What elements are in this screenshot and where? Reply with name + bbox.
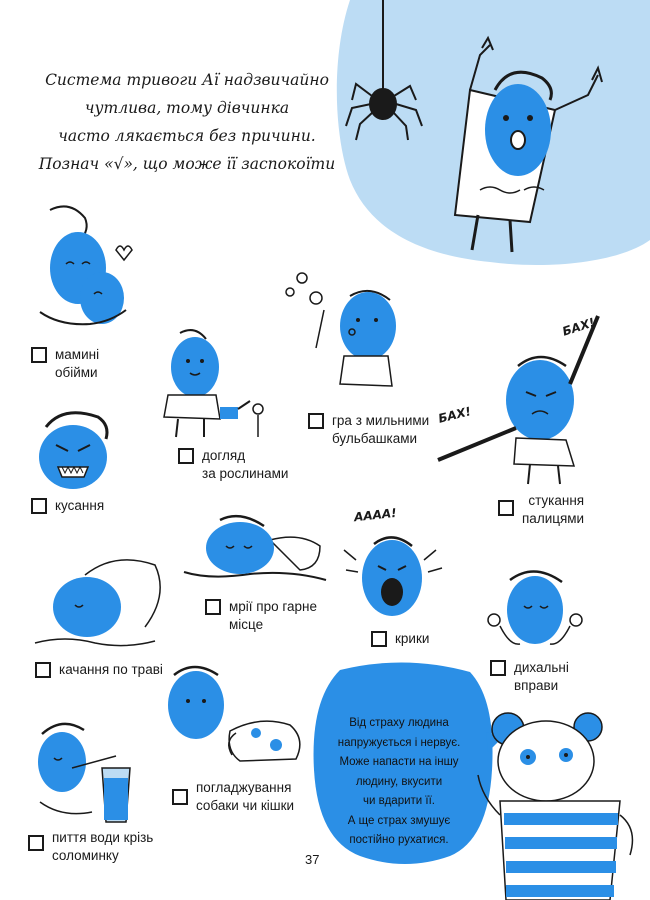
option-plant-care xyxy=(178,447,288,483)
checkbox-dreams[interactable] xyxy=(205,599,221,615)
option-breathing xyxy=(490,659,569,695)
checkbox-rolling-grass[interactable] xyxy=(35,662,51,678)
checkbox-biting[interactable] xyxy=(31,498,47,514)
option-label xyxy=(202,447,288,483)
dog-icon xyxy=(160,655,310,770)
option-stick-banging xyxy=(498,492,584,528)
option-biting xyxy=(31,497,104,515)
speech-line: А ще страх змушує xyxy=(347,814,451,827)
bear-narrator-icon xyxy=(470,705,650,900)
label-line: собаки чи кішки xyxy=(196,798,295,813)
label-line: бульбашками xyxy=(332,431,418,446)
option-straw-drinking xyxy=(28,829,153,865)
sleeping-face-icon xyxy=(180,510,330,590)
bubble-icon xyxy=(280,268,410,398)
label-line: дихальні xyxy=(514,660,569,675)
option-label xyxy=(55,346,99,382)
option-label xyxy=(59,661,163,679)
speech-line: Може напасти на іншу xyxy=(339,756,459,768)
label-line: обійми xyxy=(55,365,98,380)
checkbox-straw-drinking[interactable] xyxy=(28,835,44,851)
label-line: качання по траві xyxy=(59,662,163,677)
checkbox-screaming[interactable] xyxy=(371,631,387,647)
stick-icon xyxy=(430,300,630,485)
speech-line: чи вдарити її. xyxy=(363,795,435,807)
option-label xyxy=(514,659,569,695)
hug-icon xyxy=(30,200,140,335)
option-rolling-grass xyxy=(35,661,163,679)
checkbox-mom-hugs[interactable] xyxy=(31,347,47,363)
option-screaming xyxy=(371,630,429,648)
option-label xyxy=(395,630,429,648)
option-label xyxy=(522,492,584,528)
speech-line: Від страху людина xyxy=(349,717,449,729)
label-line: за рослинами xyxy=(202,466,289,481)
label-line: палицями xyxy=(522,511,585,526)
option-label xyxy=(52,829,153,865)
label-line: мрії про гарне xyxy=(229,599,317,614)
label-line: соломинку xyxy=(52,848,119,863)
option-label xyxy=(229,598,317,634)
page-number: 37 xyxy=(305,852,320,867)
option-dreams xyxy=(205,598,317,634)
checkbox-plant-care[interactable] xyxy=(178,448,194,464)
option-label xyxy=(332,412,429,448)
bang-text-top: БАХ! xyxy=(560,315,597,339)
option-label xyxy=(196,779,294,815)
speech-line: напружується і нервує. xyxy=(337,736,461,749)
label-line: вправи xyxy=(514,678,559,693)
intro-text xyxy=(22,66,352,178)
option-mom-hugs xyxy=(31,346,99,382)
screaming-face-icon xyxy=(340,520,450,630)
biting-face-icon xyxy=(28,405,118,495)
label-line: крики xyxy=(395,631,430,646)
intro-line: Система тривоги Аї надзвичайно xyxy=(45,71,329,89)
label-line: догляд xyxy=(202,448,246,463)
intro-line: часто лякається без причини. xyxy=(58,127,316,145)
speech-bubble-text xyxy=(314,714,484,851)
intro-line: Познач «√», що може її заспокоїти xyxy=(38,155,336,173)
label-line: стукання xyxy=(528,493,585,508)
label-line: місце xyxy=(229,617,264,632)
intro-line: чутлива, тому дівчинка xyxy=(84,99,290,117)
label-line: мамині xyxy=(55,347,100,362)
checkbox-breathing[interactable] xyxy=(490,660,506,676)
label-line: гра з мильними xyxy=(332,413,430,428)
label-line: кусання xyxy=(55,498,105,513)
drinking-girl-icon xyxy=(32,712,132,824)
rolling-girl-icon xyxy=(25,535,165,650)
option-label xyxy=(55,497,104,515)
checkbox-stick-banging[interactable] xyxy=(498,500,514,516)
scared-girl-scene xyxy=(330,0,650,265)
breathing-girl-icon xyxy=(480,560,590,660)
watering-can-icon xyxy=(150,325,275,440)
label-line: погладжування xyxy=(196,780,292,795)
option-soap-bubbles xyxy=(308,412,429,448)
checkbox-soap-bubbles[interactable] xyxy=(308,413,324,429)
label-line: пиття води крізь xyxy=(52,830,154,845)
speech-line: постійно рухатися. xyxy=(349,834,449,846)
scream-text: АААА! xyxy=(353,505,398,525)
option-petting xyxy=(172,779,294,815)
bang-text-left: БАХ! xyxy=(436,404,473,426)
checkbox-petting[interactable] xyxy=(172,789,188,805)
speech-line: людину, вкусити xyxy=(355,775,443,788)
